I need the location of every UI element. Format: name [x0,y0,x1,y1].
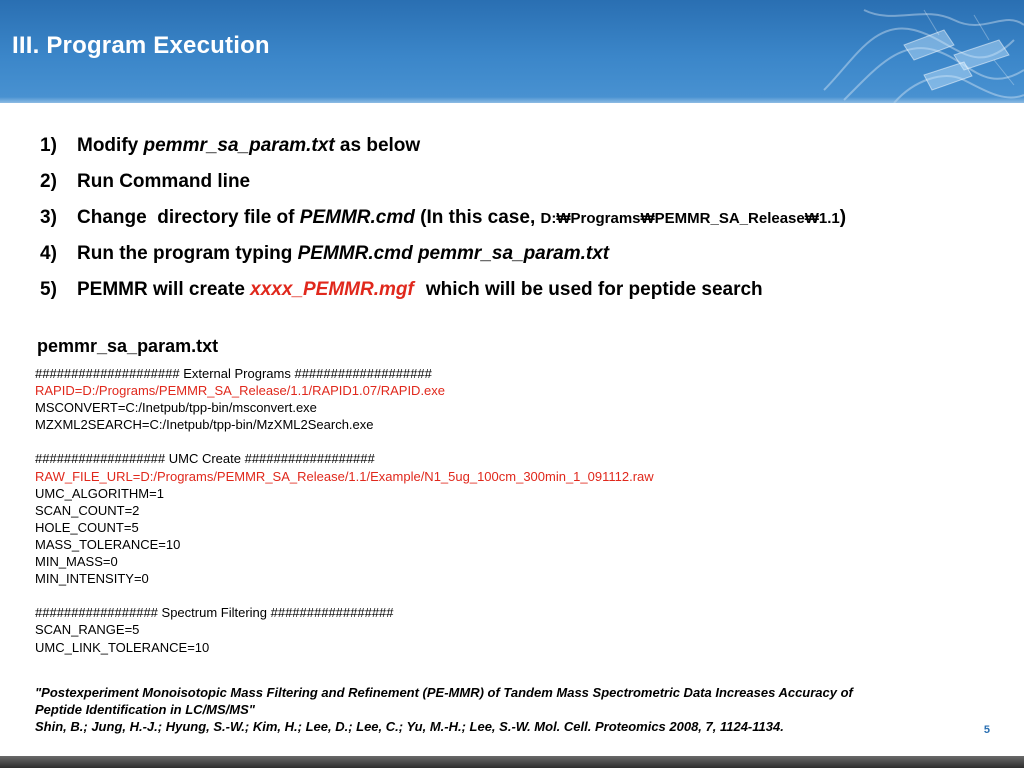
param-line: UMC_LINK_TOLERANCE=10 [35,639,210,655]
param-line: SCAN_COUNT=2 [35,502,140,518]
param-file-content [35,365,654,656]
step-text: ) [839,207,847,228]
citation-authors: Shin, B.; Jung, H.-J.; Hyung, S.-W.; Kim, H.; Lee, D.; Lee, C.; Yu, M.-H.; Lee, S.-W. Mol. Cell. Proteomics 2008, 7, 1124-1134. [35,719,784,734]
directory-path: D:₩Programs₩PEMMR_SA_Release₩1.1 [540,209,840,227]
step-number: 3) [40,207,57,228]
steps-list [40,128,1000,308]
cmd-file-name: PEMMR.cmd [299,207,415,228]
param-line: HOLE_COUNT=5 [35,519,139,535]
step-text: PEMMR will create [77,279,251,300]
citation-title: Peptide Identification in LC/MS/MS" [35,702,255,717]
param-file-title: pemmr_sa_param.txt [37,336,219,356]
step-number: 2) [40,171,57,192]
param-line: RAPID=D:/Programs/PEMMR_SA_Release/1.1/RAPID1.07/RAPID.exe [35,383,446,399]
param-line: MASS_TOLERANCE=10 [35,536,181,552]
step-text: Modify [77,135,144,156]
step-number: 4) [40,243,57,264]
step-number: 1) [40,135,57,156]
step-1 [40,128,1000,164]
output-file-name: xxxx_PEMMR.mgf [250,279,414,300]
step-4 [40,236,1000,272]
citation-title: "Postexperiment Monoisotopic Mass Filtering and Refinement (PE-MMR) of Tandem Mass Spectrometric Data Increases Accuracy of [35,685,853,700]
param-line: MIN_INTENSITY=0 [35,571,149,587]
step-text: Change directory file of [77,207,300,228]
protein-ribbon-art [804,0,1024,103]
step-3 [40,200,1000,236]
step-text: as below [334,135,421,156]
step-text: Run Command line [77,171,251,192]
param-file-name: pemmr_sa_param.txt [143,135,335,156]
step-text: which will be used for peptide search [425,279,763,300]
header-shade [0,97,1024,103]
param-line: SCAN_RANGE=5 [35,622,140,638]
slide-header [0,0,1024,103]
param-line: RAW_FILE_URL=D:/Programs/PEMMR_SA_Release/1.1/Example/N1_5ug_100cm_300min_1_091112.raw [35,468,654,484]
param-line: MSCONVERT=C:/Inetpub/tpp-bin/msconvert.exe [35,400,317,416]
step-text: Run the program typing [77,243,298,264]
citation [35,684,965,735]
step-text: (In this case, [414,207,541,228]
param-line: UMC_ALGORITHM=1 [35,485,164,501]
section-header: ################# Spectrum Filtering ################# [35,605,394,621]
footer-bar [0,756,1024,768]
step-2 [40,164,1000,200]
step-5 [40,272,1000,308]
section-header: #################### External Programs ################### [35,366,432,381]
param-line: MZXML2SEARCH=C:/Inetpub/tpp-bin/MzXML2Search.exe [35,417,374,433]
slide-title: III. Program Execution [12,32,270,59]
run-command: PEMMR.cmd pemmr_sa_param.txt [297,243,610,264]
page-number: 5 [983,724,990,736]
step-number: 5) [40,279,57,300]
section-header: ################## UMC Create ################## [35,451,375,467]
param-line: MIN_MASS=0 [35,554,118,570]
